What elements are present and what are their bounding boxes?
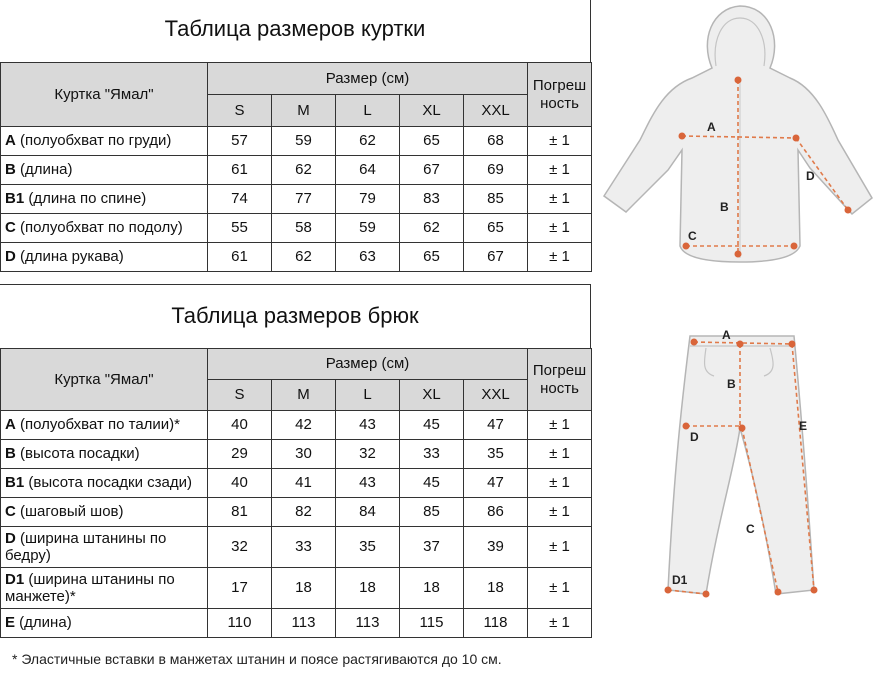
size-value-cell: 86 xyxy=(464,498,528,527)
tolerance-cell: ± 1 xyxy=(528,527,592,568)
size-value-cell: 65 xyxy=(464,214,528,243)
size-value-cell: 62 xyxy=(336,127,400,156)
size-label: M xyxy=(272,95,336,127)
tolerance-cell: ± 1 xyxy=(528,243,592,272)
size-value-cell: 63 xyxy=(336,243,400,272)
measure-point xyxy=(679,133,686,140)
size-value-cell: 29 xyxy=(208,440,272,469)
measure-point xyxy=(811,587,818,594)
pants-model-header: Куртка "Ямал" xyxy=(1,349,208,411)
pants-label-d: D xyxy=(690,430,699,444)
measure-point xyxy=(735,77,742,84)
tolerance-cell: ± 1 xyxy=(528,469,592,498)
size-value-cell: 33 xyxy=(400,440,464,469)
measurement-code: B xyxy=(5,445,16,463)
measurement-description: (высота посадки сзади) xyxy=(24,474,193,492)
size-label: XXL xyxy=(464,380,528,411)
measure-point xyxy=(691,339,698,346)
size-value-cell: 30 xyxy=(272,440,336,469)
size-value-cell: 40 xyxy=(208,469,272,498)
size-value-cell: 85 xyxy=(464,185,528,214)
pants-label-e: E xyxy=(799,419,808,433)
size-value-cell: 74 xyxy=(208,185,272,214)
tolerance-cell: ± 1 xyxy=(528,609,592,638)
size-value-cell: 43 xyxy=(336,469,400,498)
size-value-cell: 77 xyxy=(272,185,336,214)
pants-tolerance-header: Погреш ность xyxy=(528,349,592,411)
jacket-label-b: B xyxy=(720,200,729,214)
size-value-cell: 65 xyxy=(400,127,464,156)
size-value-cell: 35 xyxy=(336,527,400,568)
size-value-cell: 81 xyxy=(208,498,272,527)
tolerance-cell: ± 1 xyxy=(528,127,592,156)
jacket-label-d: D xyxy=(806,169,815,183)
size-label: M xyxy=(272,380,336,411)
measurement-code: C xyxy=(5,503,16,521)
size-value-cell: 47 xyxy=(464,411,528,440)
measurement-description: (полуобхват по груди) xyxy=(15,132,172,150)
pants-label-c: C xyxy=(746,522,755,536)
pants-size-header: Размер (см) xyxy=(208,349,528,380)
size-value-cell: 85 xyxy=(400,498,464,527)
size-value-cell: 62 xyxy=(272,156,336,185)
size-value-cell: 33 xyxy=(272,527,336,568)
size-value-cell: 115 xyxy=(400,609,464,638)
measurement-description: (длина) xyxy=(15,614,72,632)
measure-point xyxy=(737,341,744,348)
measurement-code: B xyxy=(5,161,16,179)
jacket-model-header: Куртка "Ямал" xyxy=(1,63,208,127)
size-value-cell: 37 xyxy=(400,527,464,568)
size-value-cell: 69 xyxy=(464,156,528,185)
size-label: XXL xyxy=(464,95,528,127)
jacket-size-header: Размер (см) xyxy=(208,63,528,95)
measurement-description: (полуобхват по талии)* xyxy=(15,416,181,434)
measure-point xyxy=(845,207,852,214)
size-value-cell: 18 xyxy=(400,568,464,609)
size-value-cell: 32 xyxy=(336,440,400,469)
tolerance-cell: ± 1 xyxy=(528,156,592,185)
tolerance-cell: ± 1 xyxy=(528,411,592,440)
size-value-cell: 59 xyxy=(336,214,400,243)
measure-point xyxy=(735,251,742,258)
tolerance-cell: ± 1 xyxy=(528,568,592,609)
size-value-cell: 62 xyxy=(400,214,464,243)
size-value-cell: 18 xyxy=(272,568,336,609)
size-value-cell: 42 xyxy=(272,411,336,440)
size-value-cell: 59 xyxy=(272,127,336,156)
measure-point xyxy=(683,243,690,250)
measurement-code: B1 xyxy=(5,474,25,492)
size-value-cell: 68 xyxy=(464,127,528,156)
size-value-cell: 61 xyxy=(208,243,272,272)
measure-point xyxy=(703,591,710,598)
size-value-cell: 84 xyxy=(336,498,400,527)
size-value-cell: 39 xyxy=(464,527,528,568)
measurement-code: A xyxy=(5,132,16,150)
size-label: L xyxy=(336,380,400,411)
size-value-cell: 43 xyxy=(336,411,400,440)
size-value-cell: 67 xyxy=(400,156,464,185)
measure-point xyxy=(789,341,796,348)
measurement-description: (длина по спине) xyxy=(24,190,147,208)
measurement-description: (высота посадки) xyxy=(15,445,140,463)
measure-point xyxy=(683,423,690,430)
jacket-table-title: Таблица размеров куртки xyxy=(164,16,426,41)
size-value-cell: 45 xyxy=(400,411,464,440)
size-label: XL xyxy=(400,380,464,411)
size-value-cell: 79 xyxy=(336,185,400,214)
size-value-cell: 18 xyxy=(464,568,528,609)
size-value-cell: 57 xyxy=(208,127,272,156)
size-value-cell: 45 xyxy=(400,469,464,498)
measurement-code: A xyxy=(5,416,16,434)
jacket-tolerance-header: Погреш ность xyxy=(528,63,592,127)
size-label: XL xyxy=(400,95,464,127)
measurement-description: (длина рукава) xyxy=(15,248,124,266)
pants-label-d1: D1 xyxy=(672,573,688,587)
size-value-cell: 64 xyxy=(336,156,400,185)
measure-point xyxy=(775,589,782,596)
size-value-cell: 118 xyxy=(464,609,528,638)
measurement-code: C xyxy=(5,219,16,237)
size-value-cell: 32 xyxy=(208,527,272,568)
size-label: S xyxy=(208,380,272,411)
size-value-cell: 18 xyxy=(336,568,400,609)
pants-label-a: A xyxy=(722,328,731,342)
size-value-cell: 17 xyxy=(208,568,272,609)
pants-label-b: B xyxy=(727,377,736,391)
size-value-cell: 65 xyxy=(400,243,464,272)
size-value-cell: 41 xyxy=(272,469,336,498)
measurement-code: D1 xyxy=(5,570,25,588)
size-value-cell: 61 xyxy=(208,156,272,185)
size-value-cell: 55 xyxy=(208,214,272,243)
tolerance-cell: ± 1 xyxy=(528,214,592,243)
size-value-cell: 83 xyxy=(400,185,464,214)
measurement-code: B1 xyxy=(5,190,25,208)
measurement-code: E xyxy=(5,614,16,632)
size-label: L xyxy=(336,95,400,127)
size-value-cell: 113 xyxy=(272,609,336,638)
size-value-cell: 62 xyxy=(272,243,336,272)
measurement-description: (ширина штанины по манжете)* xyxy=(5,570,175,605)
pants-figure xyxy=(665,328,818,598)
jacket-label-a: A xyxy=(707,120,716,134)
jacket-label-c: C xyxy=(688,229,697,243)
tolerance-cell: ± 1 xyxy=(528,440,592,469)
measurement-description: (шаговый шов) xyxy=(15,503,124,521)
size-value-cell: 110 xyxy=(208,609,272,638)
measurement-description: (ширина штанины по бедру) xyxy=(5,529,167,564)
pants-table-title: Таблица размеров брюк xyxy=(171,303,419,328)
measurement-description: (полуобхват по подолу) xyxy=(15,219,183,237)
measure-point xyxy=(665,587,672,594)
size-value-cell: 58 xyxy=(272,214,336,243)
size-value-cell: 67 xyxy=(464,243,528,272)
footnote: * Эластичные вставки в манжетах штанин и поясе растягиваются до 10 см. xyxy=(12,651,502,667)
size-value-cell: 113 xyxy=(336,609,400,638)
size-value-cell: 40 xyxy=(208,411,272,440)
measure-point xyxy=(791,243,798,250)
tolerance-cell: ± 1 xyxy=(528,498,592,527)
measurement-code: D xyxy=(5,529,16,547)
measure-point xyxy=(793,135,800,142)
tolerance-cell: ± 1 xyxy=(528,185,592,214)
measurement-description: (длина) xyxy=(15,161,73,179)
measure-point xyxy=(739,425,746,432)
jacket-figure xyxy=(604,6,872,262)
size-value-cell: 35 xyxy=(464,440,528,469)
size-value-cell: 47 xyxy=(464,469,528,498)
pants-silhouette xyxy=(668,336,814,594)
size-label: S xyxy=(208,95,272,127)
size-value-cell: 82 xyxy=(272,498,336,527)
measurement-code: D xyxy=(5,248,16,266)
